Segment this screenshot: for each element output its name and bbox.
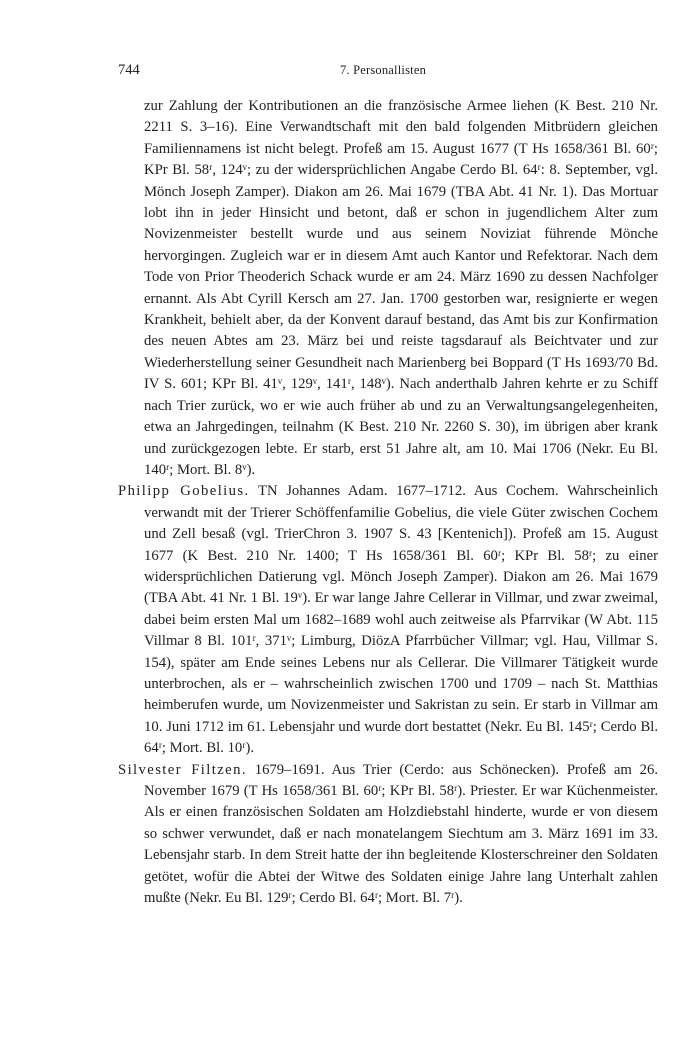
running-head: 7. Personallisten: [339, 63, 427, 77]
person-entry: [118, 481, 658, 759]
continued-entry-text: zur Zahlung der Kontributionen an die französische Armee liehen (K Best. 210 Nr. 2211 S. 3–16). Eine Verwandtschaft mit den bald folgenden Mitbrüdern gleichen Familiennamens ist nicht belegt. Profeß am 15. August 1677 (T Hs 1658/361 Bl. 60ʳ; KPr Bl. 58ʳ, 124ᵛ; zu der widersprüchlichen Angabe Cerdo Bl. 64ʳ: 8. September, vgl. Mönch Joseph Zamper). Diakon am 26. Mai 1679 (TBA Abt. 41 Nr. 1). Das Mortuar lobt ihn in jeder Hinsicht und betont, daß er schon in jugendlichem Alter zum Novizenmeister bestellt wurde und aus seinem Noviziat führende Mönche hervorgingen. Zugleich war er in diesem Amt auch Kantor und Refektorar. Nach dem Tode von Prior Theoderich Schack wurde er am 24. März 1690 zu dessen Nachfolger ernannt. Als Abt Cyrill Kersch am 27. Jan. 1700 gestorben war, resignierte er wegen Krankheit, behielt aber, da der Konvent darauf bestand, das Amt bis zur Konfirmation des neuen Abtes am 23. März bei und reiste tagsdarauf als Beichtvater und zur Wiederherstellung seiner Gesundheit nach Marienberg bei Boppard (T Hs 1693/70 Bd. IV S. 601; KPr Bl. 41ᵛ, 129ᵛ, 141ʳ, 148ᵛ). Nach anderthalb Jahren kehrte er zu Schiff nach Trier zurück, wo er wie auch früher ab und zu an Verwaltungsangelegenheiten, etwa an Jahrgedingen, teilnahm (K Best. 210 Nr. 2260 S. 30), im übrigen aber krank und zurückgezogen lebte. Er starb, erst 51 Jahre alt, am 10. Mai 1706 (Nekr. Eu Bl. 140ʳ; Mort. Bl. 8ᵛ).: [144, 98, 658, 478]
person-name: Silvester Filtzen.: [118, 761, 247, 778]
page-header: [118, 62, 648, 84]
person-entry-text: 1679–1691. Aus Trier (Cerdo: aus Schönecken). Profeß am 26. November 1679 (T Hs 1658/361 Bl. 60ʳ; KPr Bl. 58ʳ). Priester. Er war Küchenmeister. Als er einen französischen Soldaten am Holzdiebstahl hinderte, wurde er von diesem so schwer verwundet, daß er nach monatelangem Siechtum am 3. März 1691 im 33. Lebensjahr starb. In dem Streit hatte der ihn begleitende Klosterschreiner den Soldaten getötet, wofür die Abtei der Witwe des Soldaten einige Jahre lang Unterhalt zahlen mußte (Nekr. Eu Bl. 129ʳ; Cerdo Bl. 64ʳ; Mort. Bl. 7ʳ).: [144, 761, 658, 907]
person-entry-text: TN Johannes Adam. 1677–1712. Aus Cochem. Wahrscheinlich verwandt mit der Trierer Schöffenfamilie Gobelius, die viele Güter zwischen Cochem und Zell besaß (vgl. TrierChron 3. 1907 S. 43 [Kentenich]). Profeß am 15. August 1677 (K Best. 210 Nr. 1400; T Hs 1658/361 Bl. 60ʳ; KPr Bl. 58ʳ; zu einer widersprüchlichen Datierung vgl. Mönch Joseph Zamper). Diakon am 26. Mai 1679 (TBA Abt. 41 Nr. 1 Bl. 19ᵛ). Er war lange Jahre Cellerar in Villmar, und zwar zweimal, dabei beim ersten Mal um 1682–1689 wohl auch zeitweise als Pfarrvikar (W Abt. 115 Villmar 8 Bl. 101ʳ, 371ᵛ; Limburg, DiözA Pfarrbücher Villmar; vgl. Hau, Villmar S. 154), später am Ende seines Lebens nur als Cellerar. Die Villmarer Tätigkeit wurde unterbrochen, als er – wahrscheinlich zwischen 1700 und 1709 – nach St. Matthias heimberufen wurde, um Novizenmeister und Sakristan zu sein. Er starb in Villmar am 10. Juni 1712 im 61. Lebensjahr und wurde dort bestattet (Nekr. Eu Bl. 145ʳ; Cerdo Bl. 64ʳ; Mort. Bl. 10ʳ).: [144, 483, 659, 757]
page-number: 744: [118, 62, 140, 78]
page-body: [118, 96, 658, 909]
person-name: Philipp Gobelius.: [118, 483, 250, 500]
person-entry: [118, 760, 658, 910]
